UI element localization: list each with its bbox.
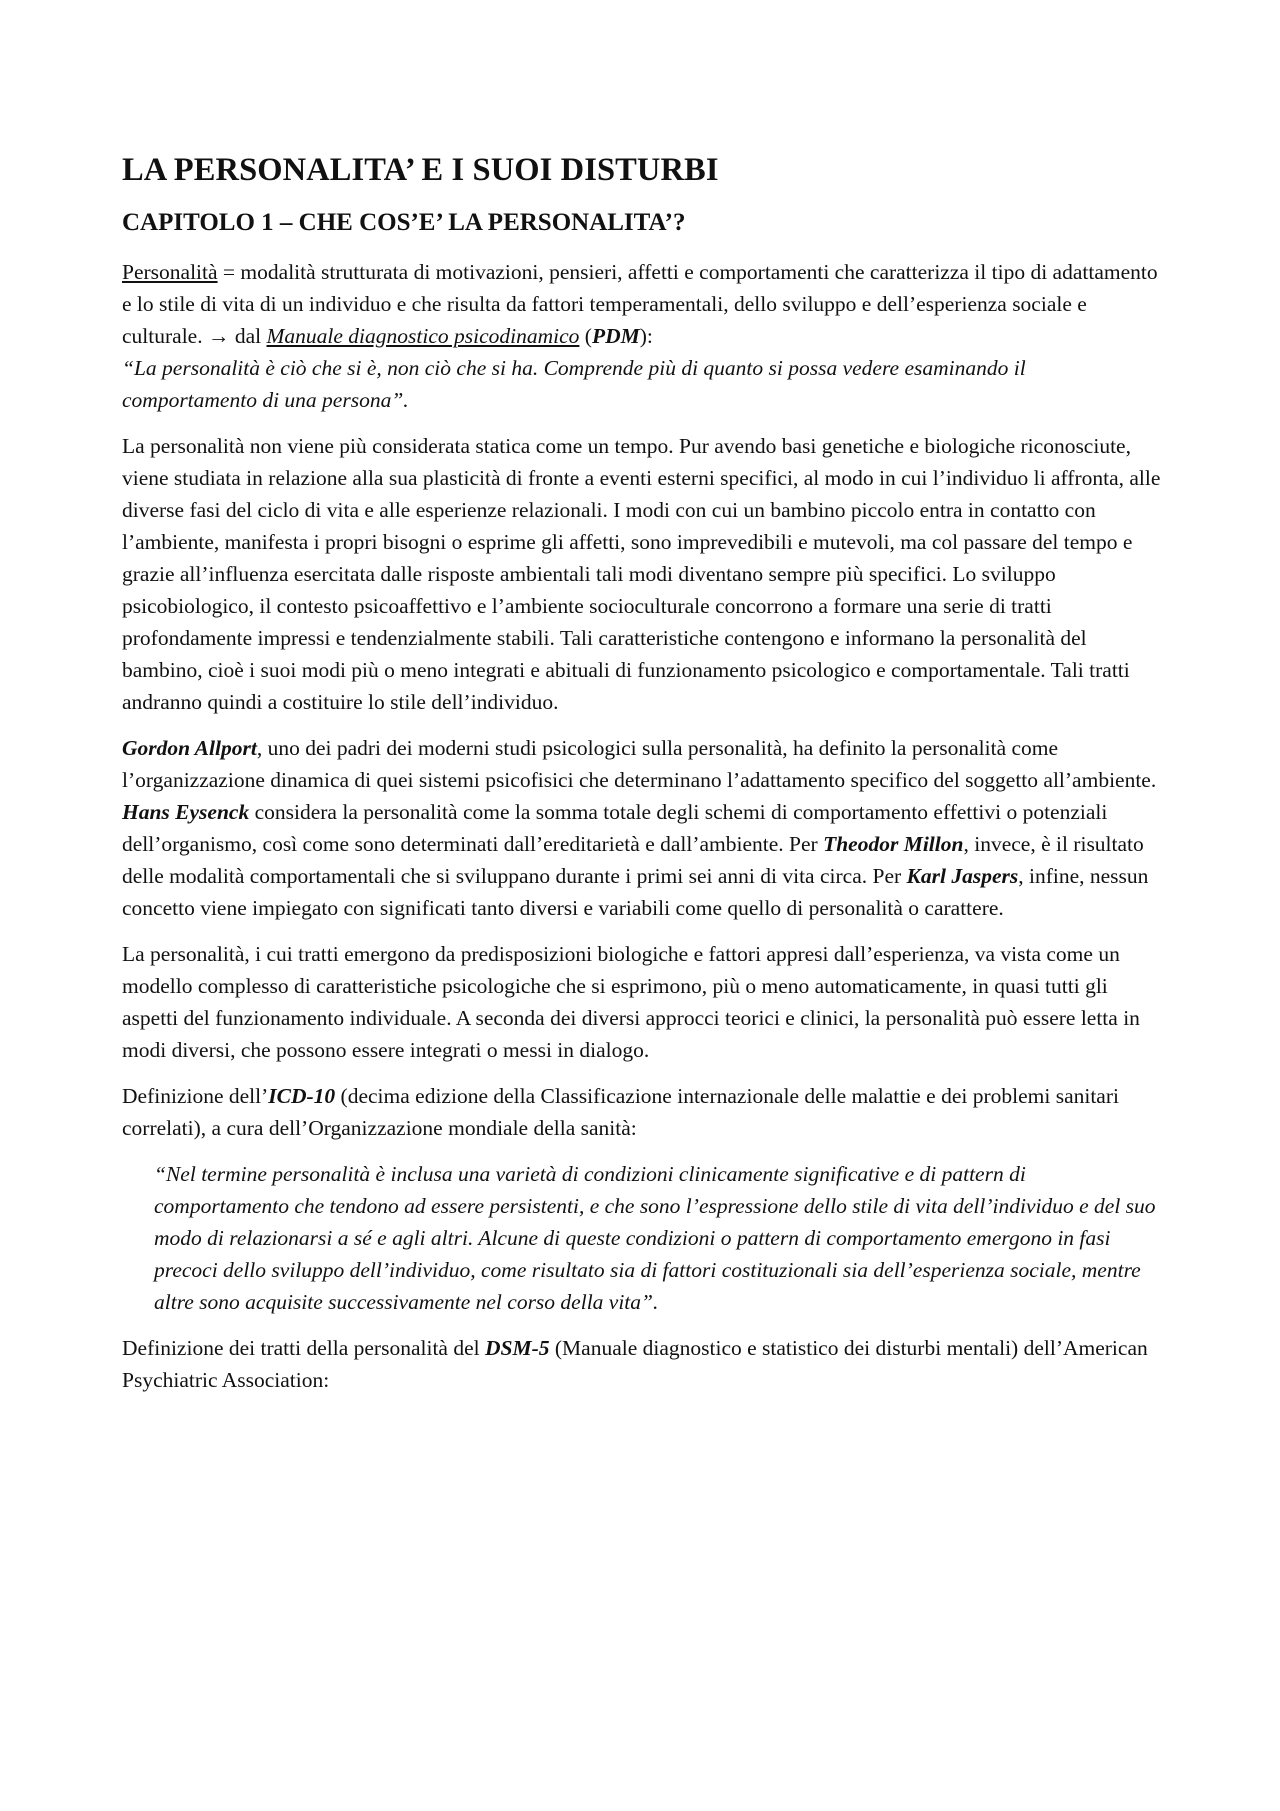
paragraph-definition: Personalità = modalità strutturata di motivazioni, pensieri, affetti e comportamenti che caratterizza il tipo di adattamento e lo stile di vita di un individuo e che risulta da fattori temperamentali, dello sviluppo e dell’esperienza sociale e culturale. → dal Manuale diagnostico psicodinamico (PDM): “La personalità è ciò che si è, non ciò che si ha. Comprende più di quanto si possa vedere esaminando il comportamento di una persona”. [122, 260, 1158, 412]
dsm-abbr: DSM-5 [484, 1336, 550, 1360]
author-jaspers: Karl Jaspers [906, 864, 1019, 888]
paragraph-authors: Gordon Allport, uno dei padri dei moderni studi psicologici sulla personalità, ha definito la personalità come l’organizzazione dinamica di quei sistemi psicofisici che determinano l’adattamento specifico del soggetto all’ambiente. Hans Eysenck considera la personalità come la somma totale degli schemi di comportamento effettivi o potenziali dell’organismo, così come sono determinati dall’ereditarietà e dall’ambiente. Per Theodor Millon, invece, è il risultato delle modalità comportamentali che si sviluppano durante i primi sei anni di vita circa. Per Karl Jaspers, infine, nessun concetto viene impiegato con significati tanto diversi e variabili come quello di personalità o carattere. [122, 736, 1157, 920]
document-page [122, 150, 1162, 1410]
chapter-heading: CAPITOLO 1 – CHE COS’E’ LA PERSONALITA’? [122, 209, 686, 236]
paragraph-model: La personalità, i cui tratti emergono da predisposizioni biologiche e fattori appresi dall’esperienza, va vista come un modello complesso di caratteristiche psicologiche che si esprimono, più o meno automaticamente, in quasi tutti gli aspetti del funzionamento individuale. A seconda dei diversi approcci teorici e clinici, la personalità può essere letta in modi diversi, che possono essere integrati o messi in dialogo. [122, 942, 1140, 1062]
pdm-abbr: PDM [591, 324, 640, 348]
arrow-icon: → [207, 324, 230, 348]
icd-abbr: ICD-10 [268, 1084, 336, 1108]
term-personalita: Personalità [122, 260, 218, 284]
author-allport: Gordon Allport [122, 736, 257, 760]
icd-quote: “Nel termine personalità è inclusa una varietà di condizioni clinicamente significative e di pattern di comportamento che tendono ad essere persistenti, e che sono l’espressione dello stile di vita dell’individuo e del suo modo di relazionarsi a sé e agli altri. Alcune di queste condizioni o pattern di comportamento emergono in fasi precoci dello sviluppo dell’individuo, come risultato sia di fattori costituzionali sia dell’esperienza sociale, mentre altre sono acquisite successivamente nel corso della vita”. [154, 1162, 1156, 1314]
author-eysenck: Hans Eysenck [122, 800, 250, 824]
paragraph-plasticity: La personalità non viene più considerata statica come un tempo. Pur avendo basi genetiche e biologiche riconosciute, viene studiata in relazione alla sua plasticità di fronte a eventi esterni specifici, al modo in cui l’individuo li affronta, alle diverse fasi del ciclo di vita e alle esperienze relazionali. I modi con cui un bambino piccolo entra in contatto con l’ambiente, manifesta i propri bisogni o esprime gli affetti, sono imprevedibili e mutevoli, ma col passare del tempo e grazie all’influenza esercitata dalle risposte ambientali tali modi diventano sempre più specifici. Lo sviluppo psicobiologico, il contesto psicoaffettivo e l’ambiente socioculturale concorrono a formare una serie di tratti profondamente impressi e tendenzialmente stabili. Tali caratteristiche contengono e informano la personalità del bambino, cioè i suoi modi più o meno integrati e abituali di funzionamento psicologico e comportamentale. Tali tratti andranno quindi a costituire lo stile dell’individuo. [122, 434, 1161, 714]
paragraph-dsm: Definizione dei tratti della personalità del DSM-5 (Manuale diagnostico e statistico dei disturbi mentali) dell’American Psychiatric Association: [122, 1336, 1148, 1392]
manual-title: Manuale diagnostico psicodinamico [266, 324, 580, 348]
paragraph-icd: Definizione dell’ICD-10 (decima edizione della Classificazione internazionale delle malattie e dei problemi sanitari correlati), a cura dell’Organizzazione mondiale della sanità: [122, 1084, 1119, 1140]
definition-text: = modalità strutturata di motivazioni, pensieri, affetti e comportamenti che caratterizza il tipo di adattamento e lo stile di vita di un individuo e che risulta da fattori temperamentali, dello sviluppo e dell’esperienza sociale e culturale. [122, 260, 1158, 348]
author-millon: Theodor Millon [823, 832, 964, 856]
pdm-quote: “La personalità è ciò che si è, non ciò che si ha. Comprende più di quanto si possa vedere esaminando il comportamento di una persona”. [122, 356, 1026, 412]
document-title: LA PERSONALITA’ E I SUOI DISTURBI [122, 152, 719, 188]
